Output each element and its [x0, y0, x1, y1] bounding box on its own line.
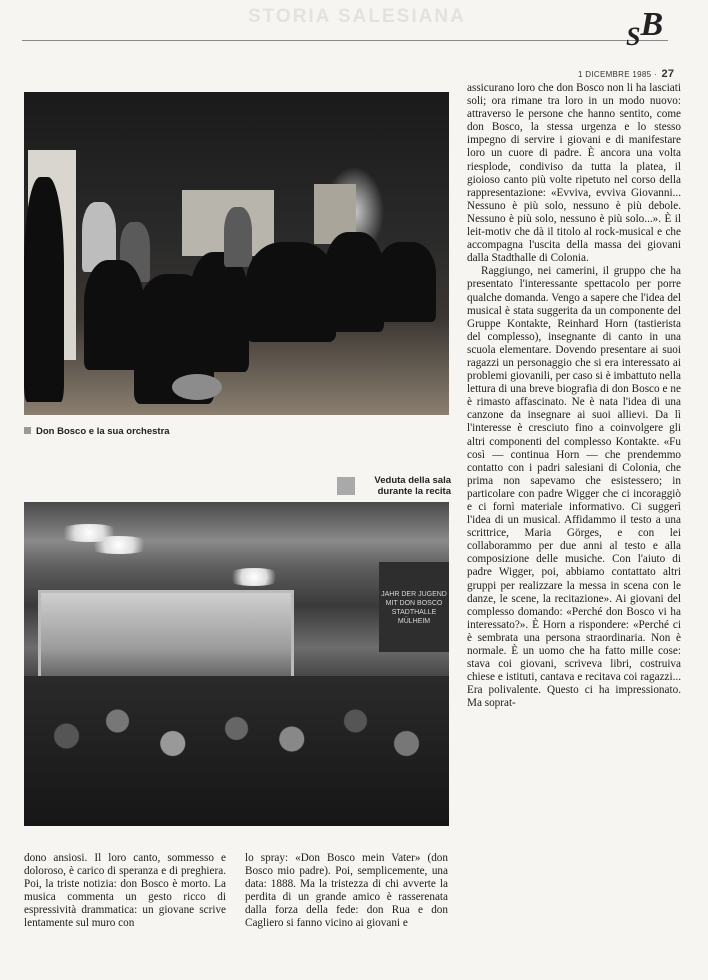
performer-figure [189, 252, 249, 372]
caption-bullet [337, 477, 355, 495]
article-paragraph: dono ansiosi. Il loro canto, sommesso e doloroso, è carico di speranza e di preghiera. Poi, la triste notizia: don Bosco è morto. La musica commenta un gesto ricco di espressività drammatica: un giovane scrive lentamente sul muro con [24, 852, 226, 930]
logo-s: S [626, 22, 641, 51]
audience [24, 676, 449, 826]
article-paragraph: lo spray: «Don Bosco mein Vater» (don Bosco mio padre). Poi, semplicemente, una data: 1888. Ma la tristezza di chi avverte la perdita di un grande amico è rasserenata dalla forza della fede: don Rua e don Cagliero si fanno vicino ai giovani e [245, 852, 448, 930]
header-rule [22, 40, 668, 41]
photo2-caption-line2: durante la recita [377, 486, 451, 497]
performer-figure [376, 242, 436, 322]
ghost-running-head: STORIA SALESIANA [248, 6, 466, 27]
caption-bullet [24, 427, 31, 434]
stage [38, 590, 294, 688]
page-number: 27 [661, 68, 675, 80]
photo2-caption-text [361, 475, 451, 497]
date-text: 1 DICEMBRE 1985 · [578, 70, 657, 79]
banner-line1: JAHR DER JUGEND [381, 591, 447, 598]
chandelier [84, 536, 154, 554]
logo-b: B [640, 6, 664, 43]
photo1-caption-text: Don Bosco e la sua orchestra [36, 426, 170, 437]
performer-figure [246, 242, 336, 342]
drum [172, 374, 222, 400]
article-bottom-middle-column [245, 852, 448, 931]
hall-banner [379, 562, 449, 652]
performer-figure [24, 177, 64, 402]
article-paragraph: Raggiungo, nei camerini, il gruppo che ha presentato l'interessante spettacolo per porre qualche domanda. Vengo a sapere che l'idea del musical è stata suggerita da un componente del Gruppe Kontakte, Reinhard Horn (tastierista del complesso), insegnante di canto in una scuola elementare. Dovendo presentare ai suoi ragazzi un personaggio che si era interessato ai problemi giovanili, per caso si è imbattuto nella lettura di una breve biografia di don Bosco e ne è rimasto affascinato. Ne è nata l'idea di una canzone da insegnare ai suoi allievi. Da lì l'interesse è cresciuto fino a coinvolgere gli altri componenti del complesso Kontakte. «Fu così — continua Horn — che prendemmo contatto con i padri salesiani di Colonia, che prima non sapevamo che esistessero; in particolare con padre Wigger che ci incoraggiò e ci fornì materiale informativo. Ci suggerì l'idea di un musical. Affidammo il testo a una scrittrice, Maria Görges, e con lei collaborammo per due anni al testo e alla composizione delle musiche. Con l'aiuto di padre Wigger, poi, abbiamo contattato altri gruppi per realizzare la messa in scena con le danze, le scene, la recitazione». Ai giovani del complesso domando: «Perché don Bosco vi ha interessato?». È Horn a rispondere: «Perché ci è sembrata una persona straordinaria. Non è normale. È un uomo che ha fatto mille cose: stava coi giovani, scriveva libri, costruiva chiese e istituti, cantava e recitava coi ragazzi... Era polivalente. Questo ci ha impressionato. Ma soprat- [467, 265, 681, 710]
performer-figure [224, 207, 252, 267]
article-paragraph: assicurano loro che don Bosco non li ha lasciati soli; ora rimane tra loro in un modo nuovo: attraverso le persone che hanno sentito, come don Bosco, la stessa urgenza e lo stesso impegno di servire i giovani e di manifestare loro un cuore di padre. È ancora una volta riesplode, condiviso da tutta la platea, il gioioso canto più volte ripetuto nel corso della rappresentazione: «Evviva, evviva Giovanni... Nessuno è più solo, nessuno è più debole. Nessuno è più solo, nessuno è più solo...». È il leit-motiv che dà il titolo al rock-musical e che accompagna l'uscita della massa dei giovani dalla Stadthalle di Colonia. [467, 82, 681, 265]
photo-hall [24, 502, 449, 826]
chandelier [224, 568, 284, 586]
photo-orchestra [24, 92, 449, 415]
banner-line2: MIT DON BOSCO [385, 600, 443, 607]
photo1-caption [24, 426, 170, 437]
performer-figure [324, 232, 384, 332]
article-bottom-left-column [24, 852, 226, 931]
issue-date [578, 68, 674, 80]
article-right-column [467, 82, 681, 711]
photo2-caption-line1: Veduta della sala [374, 475, 451, 486]
magazine-logo [626, 6, 664, 51]
banner-line3: STADTHALLE MÜLHEIM [391, 609, 437, 625]
